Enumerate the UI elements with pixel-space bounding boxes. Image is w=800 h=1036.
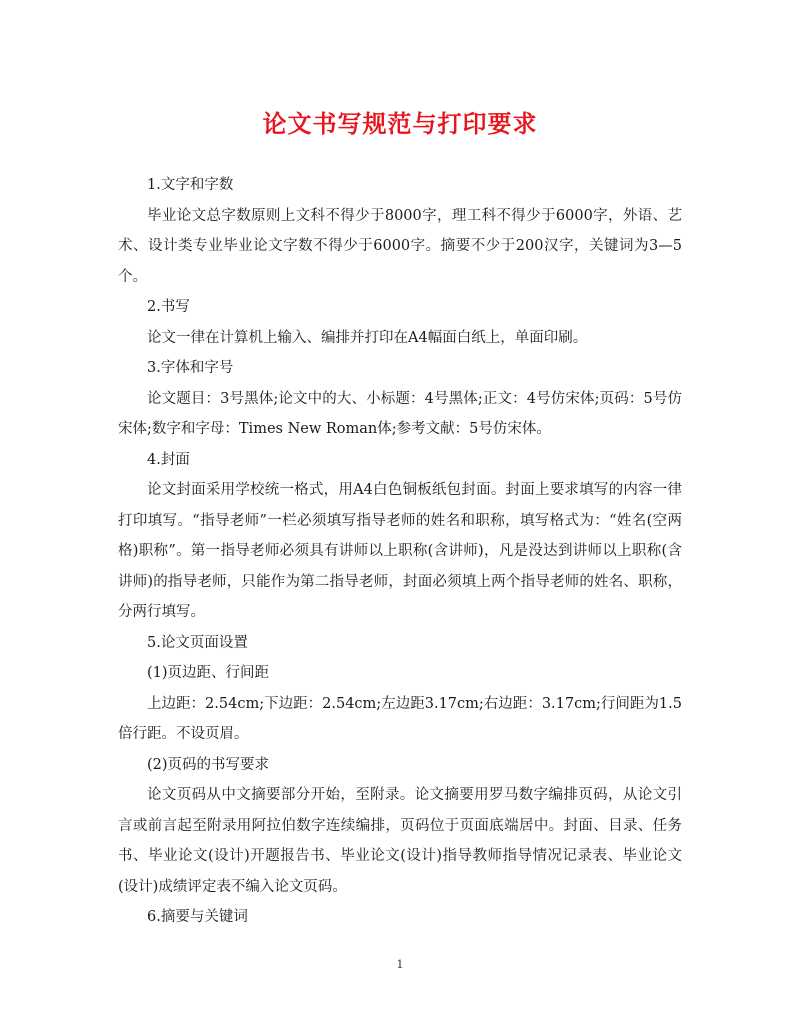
paragraph: 论文封面采用学校统一格式，用A4白色铜板纸包封面。封面上要求填写的内容一律打印填写。“指导老师”一栏必须填写指导老师的姓名和职称，填写格式为：“姓名(空两格)职称”。第一指导老师必须具有讲师以上职称(含讲师)，凡是没达到讲师以上职称(含讲师)的指导老师，只能作为第二指导老师，封面必须填上两个指导老师的姓名、职称，分两行填写。 [118, 482, 682, 620]
paragraph: 论文页码从中文摘要部分开始，至附录。论文摘要用罗马数字编排页码，从论文引言或前言起至附录用阿拉伯数字连续编排，页码位于页面底端居中。封面、目录、任务书、毕业论文(设计)开题报告书、毕业论文(设计)指导教师指导情况记录表、毕业论文(设计)成绩评定表不编入论文页码。 [118, 787, 682, 895]
subsection-heading: (1)页边距、行间距 [147, 665, 270, 681]
section-heading: 6.摘要与关键词 [147, 909, 248, 925]
paragraph: 论文题目：3号黑体;论文中的大、小标题：4号黑体;正文：4号仿宋体;页码：5号仿宋体;数字和字母：Times New Roman体;参考文献：5号仿宋体。 [118, 390, 682, 437]
section-heading: 1.文字和字数 [147, 177, 234, 193]
paragraph: 毕业论文总字数原则上文科不得少于8000字，理工科不得少于6000字，外语、艺术、设计类专业毕业论文字数不得少于6000字。摘要不少于200汉字，关键词为3—5个。 [118, 207, 682, 285]
section-heading: 3.字体和字号 [147, 360, 234, 376]
paragraph: 论文一律在计算机上输入、编排并打印在A4幅面白纸上，单面印刷。 [147, 329, 588, 346]
document-body [118, 170, 682, 933]
section-heading: 2.书写 [147, 299, 190, 315]
document-title: 论文书写规范与打印要求 [262, 109, 538, 138]
section-heading: 5.论文页面设置 [147, 634, 248, 651]
section-heading: 4.封面 [147, 451, 190, 468]
subsection-heading: (2)页码的书写要求 [147, 756, 270, 773]
paragraph: 上边距：2.54cm;下边距：2.54cm;左边距3.17cm;右边距：3.17cm;行间距为1.5倍行距。不设页眉。 [118, 695, 682, 742]
page-number: 1 [396, 958, 404, 971]
